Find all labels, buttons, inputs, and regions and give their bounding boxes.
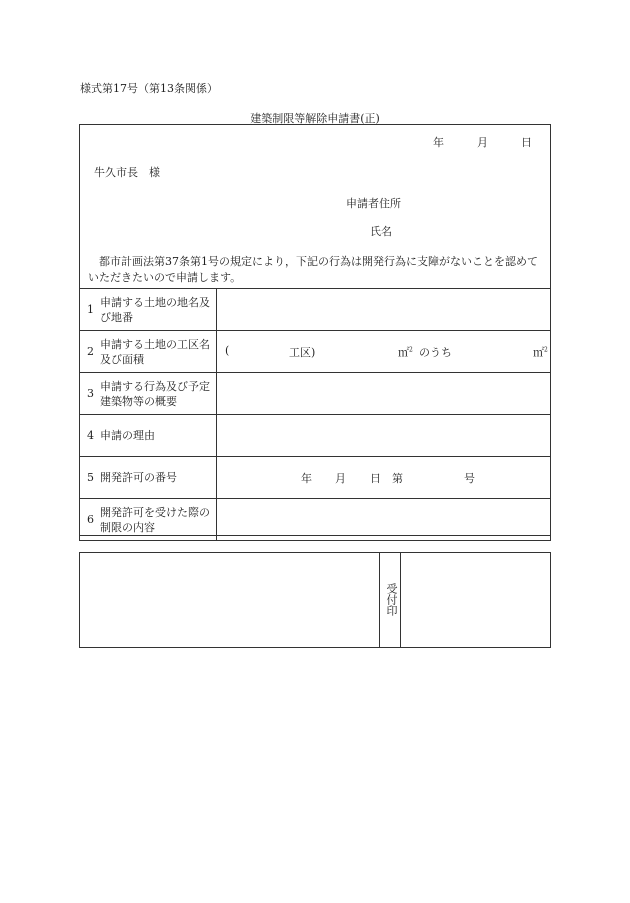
area-unit-b [533,344,548,360]
row-label: 申請する行為及び予定建築物等の概要 [96,373,217,415]
form-row [80,415,551,457]
addressee: 牛久市長 様 [94,166,160,179]
permit-value [217,457,550,498]
form-row [80,499,551,541]
activity-summary-field[interactable] [217,373,551,415]
row-number: 2 [80,331,97,373]
row-label: 申請する土地の地名及び地番 [96,289,217,331]
sup-2: 2 [409,346,413,354]
date-month: 月 [477,136,488,149]
row-label: 開発許可を受けた際の制限の内容 [96,499,217,541]
form-row [80,457,551,499]
row-label: 開発許可の番号 [96,457,217,499]
date-year: 年 [433,136,444,149]
form-number: 様式第17号（第13条関係） [80,82,218,95]
receipt-stamp-label: 受付印 [385,583,398,616]
permit-month: 月 [335,472,346,485]
form-rows [79,288,551,541]
area-unit-a [398,344,413,360]
area-field[interactable] [217,331,551,373]
form-row [80,331,551,373]
date-day: 日 [521,136,532,149]
restriction-content-field[interactable] [217,499,551,541]
row-number: 4 [80,415,97,457]
applicant-name-label: 氏名 [370,225,392,238]
row-number: 5 [80,457,97,499]
receipt-box [79,552,551,648]
row-number: 1 [80,289,97,331]
document-title: 建築制限等解除申請書(正) [250,112,380,125]
area-open-paren: ( [225,344,230,357]
date-line [433,134,532,150]
form-row [80,289,551,331]
land-location-field[interactable] [217,289,551,331]
form-row [80,373,551,415]
permit-go: 号 [464,472,475,485]
sup-2: 2 [544,346,548,354]
row-number: 3 [80,373,97,415]
area-ward-close: 工区) [289,346,316,359]
receipt-stamp-column [379,553,401,647]
unit-a-text: ㎡ [398,346,409,359]
permit-number-field[interactable] [217,457,551,499]
area-of-which: のうち [419,346,452,359]
unit-b-text: ㎡ [533,346,544,359]
row-number: 6 [80,499,97,541]
area-value [217,331,550,372]
application-form [79,124,551,536]
row-label: 申請する土地の工区名及び面積 [96,331,217,373]
permit-day-no: 日 第 [370,472,403,485]
permit-year: 年 [301,472,312,485]
row-label: 申請の理由 [96,415,217,457]
reason-field[interactable] [217,415,551,457]
statement-text: 都市計画法第37条第1号の規定により，下記の行為は開発行為に支障がないことを認めていただきたいので申請します。 [88,255,538,284]
statement [88,254,548,286]
applicant-address-label: 申請者住所 [346,197,401,210]
